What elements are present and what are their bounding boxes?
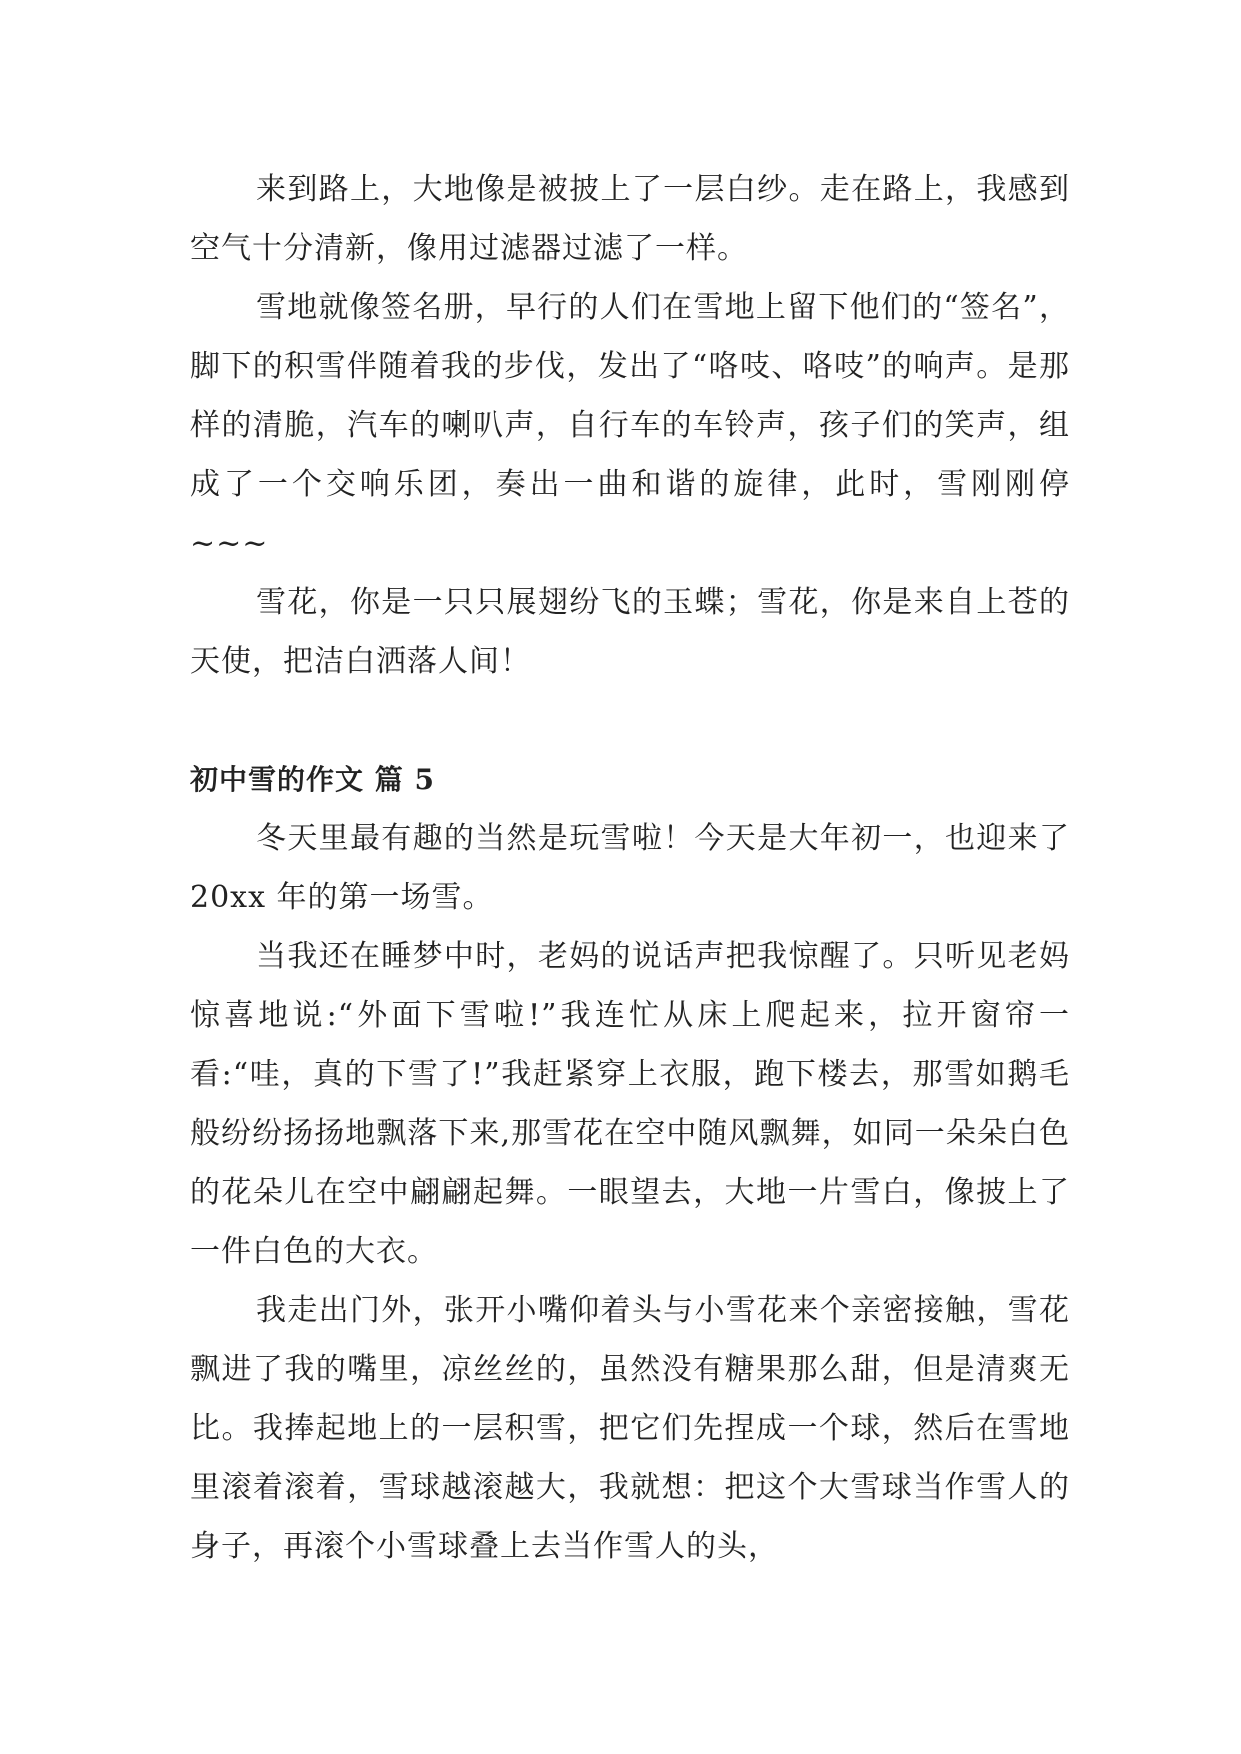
paragraph: 当我还在睡梦中时，老妈的说话声把我惊醒了。只听见老妈惊喜地说:“外面下雪啦!”我连忙从床上爬起来，拉开窗帘一看:“哇，真的下雪了!”我赶紧穿上衣服，跑下楼去，那雪如鹅毛般纷纷扬扬地飘落下来,那雪花在空中随风飘舞，如同一朵朵白色的花朵儿在空中翩翩起舞。一眼望去，大地一片雪白，像披上了一件白色的大衣。 bbox=[190, 939, 1070, 1269]
document-body bbox=[190, 160, 1070, 1576]
paragraph: 来到路上，大地像是被披上了一层白纱。走在路上，我感到空气十分清新，像用过滤器过滤了一样。 bbox=[190, 172, 1070, 266]
paragraph: 雪花，你是一只只展翅纷飞的玉蝶；雪花，你是来自上苍的天使，把洁白洒落人间！ bbox=[190, 585, 1070, 679]
paragraph: 雪地就像签名册，早行的人们在雪地上留下他们的“签名”，脚下的积雪伴随着我的步伐，发出了“咯吱、咯吱”的响声。是那样的清脆，汽车的喇叭声，自行车的车铃声，孩子们的笑声，组成了一个交响乐团，奏出一曲和谐的旋律，此时，雪刚刚停~~~ bbox=[190, 290, 1070, 561]
section-heading: 初中雪的作文 篇 5 bbox=[190, 763, 435, 796]
paragraph: 冬天里最有趣的当然是玩雪啦！今天是大年初一，也迎来了 20xx 年的第一场雪。 bbox=[190, 821, 1070, 915]
paragraph: 我走出门外，张开小嘴仰着头与小雪花来个亲密接触，雪花飘进了我的嘴里，凉丝丝的，虽然没有糖果那么甜，但是清爽无比。我捧起地上的一层积雪，把它们先捏成一个球，然后在雪地里滚着滚着，雪球越滚越大，我就想：把这个大雪球当作雪人的身子，再滚个小雪球叠上去当作雪人的头， bbox=[190, 1293, 1070, 1564]
